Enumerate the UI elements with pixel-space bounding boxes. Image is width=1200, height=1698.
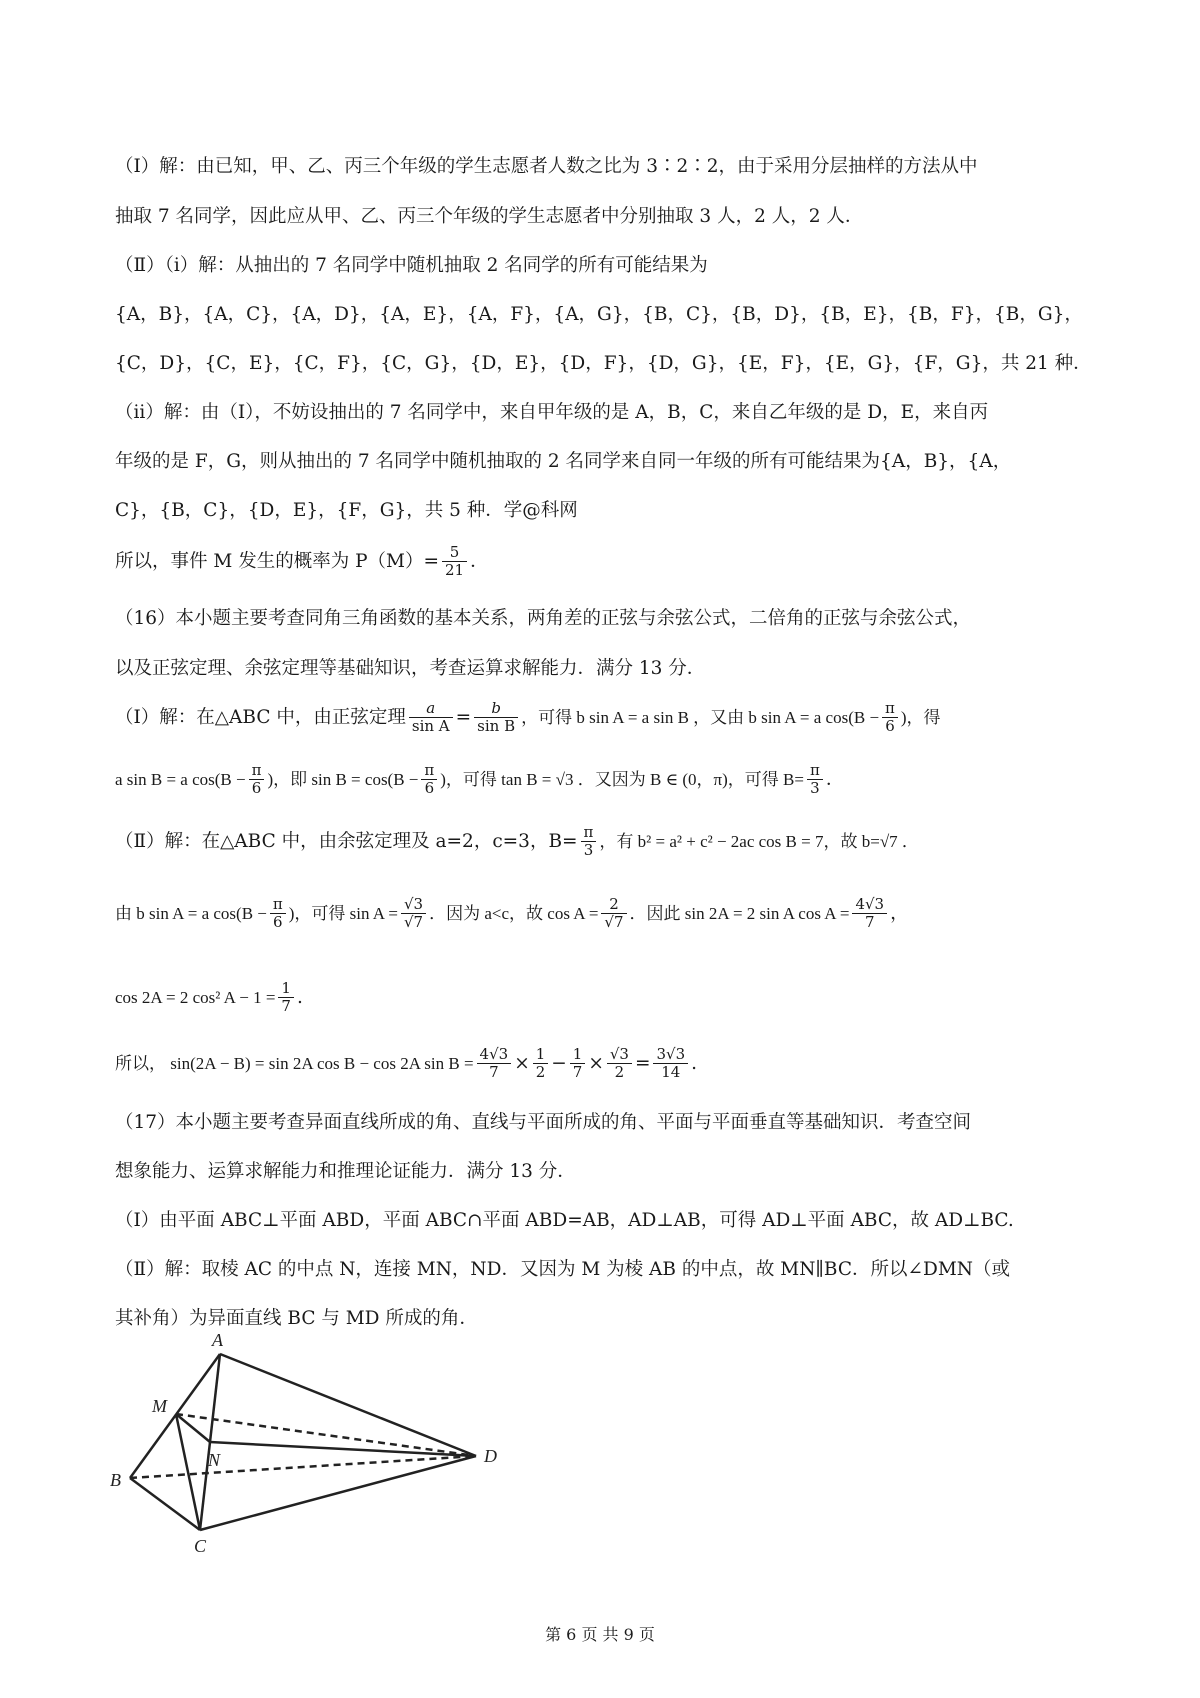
fraction: $\frac{\pi}{6}$ [249,762,265,798]
fraction: $\frac{\pi}{3}$ [581,824,597,860]
fraction: $\frac{1}{7}$ [570,1046,586,1082]
vertex-label-D: D [484,1446,497,1466]
vertex-label-B: B [110,1470,121,1490]
text-line-5: {C，D}，{C，E}，{C，F}，{C，G}，{D，E}，{D，F}，{D，G}，{E，F}，{E，G}，{F，G}，共 21 种． [115,353,1092,374]
segment-MD-dashed [176,1414,476,1456]
edge-CD [200,1456,476,1530]
text-line-16: cos 2A = 2 cos² A − 1 = $\frac{1}{7}$ . [115,979,303,1016]
edge-AB [130,1354,220,1478]
edge-BD-dashed [130,1456,476,1478]
edge-AD [220,1354,476,1456]
text-line-17: 所以， sin(2A − B) = sin 2A cos B − cos 2A sin B = $\frac{4√3}{7}$ × $\frac{1}{2}$ − $\frac{1}{7}$ × $\frac{√3}{2}$ = $\frac{3√3}{14}$ . [115,1045,698,1082]
text-line-6: （ii）解：由（Ⅰ），不妨设抽出的 7 名同学中，来自甲年级的是 A，B，C，来自乙年级的是 D，E，来自丙 [115,402,989,423]
text-line-8: C}，{B，C}，{D，E}，{F，G}，共 5 种．学@科网 [115,500,578,521]
fraction: $\frac{\pi}{6}$ [421,762,437,798]
fraction: $\frac{1}{2}$ [533,1046,549,1082]
fraction: $\frac{\pi}{6}$ [270,896,286,932]
fraction: $\frac{b}{\text{sin B}}$ [474,700,518,736]
text-line-7: 年级的是 F，G，则从抽出的 7 名同学中随机抽取的 2 名同学来自同一年级的所有可能结果为{A，B}，{A， [115,451,1012,472]
text-line-22: 其补角）为异面直线 BC 与 MD 所成的角． [115,1308,478,1329]
text-line-13: a sin B = a cos(B − $\frac{\pi}{6}$ )，即 sin B = cos(B − $\frac{\pi}{6}$ )，可得 tan B = √3 ．又因为 B ∈ (0，π)，可得 B= $\frac{\pi}{3}$ ． [115,761,845,798]
fraction: $\frac{√3}{2}$ [607,1046,632,1082]
vertex-label-C: C [194,1536,207,1556]
vertex-label-N: N [208,1450,221,1470]
text-line-11: 以及正弦定理、余弦定理等基础知识，考查运算求解能力．满分 13 分． [115,658,706,679]
segment-ND [210,1442,476,1456]
fraction: $\frac{3√3}{14}$ [653,1046,688,1082]
text-line-21: （Ⅱ）解：取棱 AC 的中点 N，连接 MN，ND．又因为 M 为棱 AB 的中点，故 MN∥BC．所以∠DMN（或 [115,1259,1010,1280]
fraction: $\frac{5}{21}$ [442,544,467,580]
fraction: $\frac{4√3}{7}$ [477,1046,512,1082]
fraction: $\frac{\pi}{6}$ [882,700,898,736]
text-line-15: 由 b sin A = a cos(B − $\frac{\pi}{6}$ )，可得 sin A = $\frac{√3}{√7}$ ．因为 a<c，故 cos A = $\frac{2}{√7}$ ．因此 sin 2A = 2 sin A cos A = $\frac{4√3}{7}$ ， [115,895,909,932]
fraction: $\frac{1}{7}$ [278,980,294,1016]
text-line-10: （16）本小题主要考查同角三角函数的基本关系，两角差的正弦与余弦公式，二倍角的正弦与余弦公式， [115,608,972,629]
text-line-4: {A，B}，{A，C}，{A，D}，{A，E}，{A，F}，{A，G}，{B，C}，{B，D}，{B，E}，{B，F}，{B，G}， [115,304,1083,325]
text-line-2: 抽取 7 名同学，因此应从甲、乙、丙三个年级的学生志愿者中分别抽取 3 人，2 人，2 人． [115,206,864,227]
text-line-20: （Ⅰ）由平面 ABC⊥平面 ABD，平面 ABC∩平面 ABD=AB，AD⊥AB，可得 AD⊥平面 ABC，故 AD⊥BC. [115,1210,1014,1231]
text-line-9: 所以，事件 M 发生的概率为 P（M）= $\frac{5}{21}$ ． [115,543,489,580]
vertex-label-A: A [212,1330,223,1350]
text-line-12: （Ⅰ）解：在△ABC 中，由正弦定理 $\frac{a}{\text{sin A}}$ = $\frac{b}{\text{sin B}}$ ，可得 b sin A = a sin B ，又由 b sin A = a cos(B − $\frac{\pi}{6}$ )，得 [115,699,941,736]
tetrahedron-figure [108,1330,518,1560]
text-line-14: （Ⅱ）解：在△ABC 中，由余弦定理及 a=2，c=3，B= $\frac{\pi}{3}$ ，有 b² = a² + c² − 2ac cos B = 7，故 b=√7 ． [115,823,919,860]
fraction: $\frac{√3}{√7}$ [401,896,426,932]
page-footer: 第 6 页 共 9 页 [545,1625,655,1644]
text-line-18: （17）本小题主要考查异面直线所成的角、直线与平面所成的角、平面与平面垂直等基础知识．考查空间 [115,1112,972,1133]
text-line-1: （Ⅰ）解：由已知，甲、乙、丙三个年级的学生志愿者人数之比为 3∶2∶2，由于采用分层抽样的方法从中 [115,156,978,177]
text-line-3: （Ⅱ）（i）解：从抽出的 7 名同学中随机抽取 2 名同学的所有可能结果为 [115,255,708,276]
fraction: $\frac{2}{√7}$ [601,896,626,932]
fraction: $\frac{\pi}{3}$ [807,762,823,798]
text-line-19: 想象能力、运算求解能力和推理论证能力．满分 13 分． [115,1161,576,1182]
vertex-label-M: M [152,1396,167,1416]
fraction: $\frac{4√3}{7}$ [852,896,887,932]
fraction: $\frac{a}{\text{sin A}}$ [409,700,453,736]
edge-BC [130,1478,200,1530]
